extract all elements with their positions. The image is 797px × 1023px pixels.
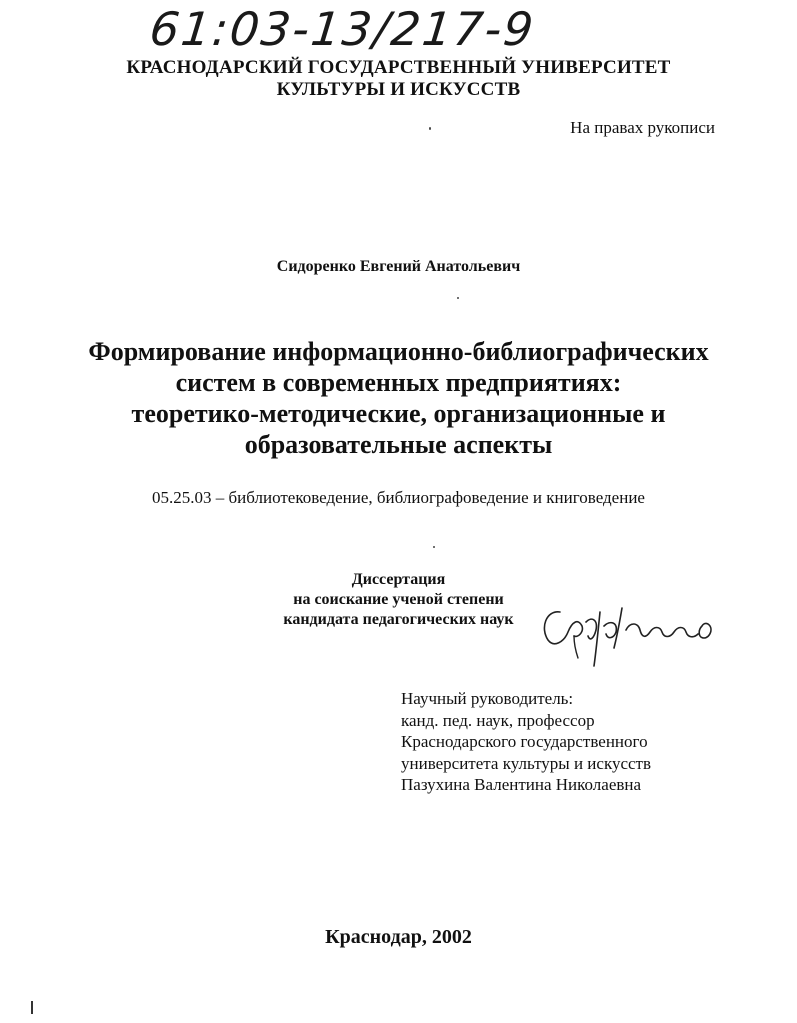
advisor-line-3: Краснодарского государственного [401, 732, 648, 751]
title-line-3: теоретико-методические, организационные и [131, 399, 666, 428]
advisor-line-1: Научный руководитель: [401, 689, 574, 708]
degree-line-2: на соискание ученой степени [293, 591, 504, 608]
advisor-block [401, 688, 651, 796]
specialty-code: 05.25.03 – библиотековедение, библиографоведение и книговедение [152, 488, 645, 507]
institution-line-1: КРАСНОДАРСКИЙ ГОСУДАРСТВЕННЫЙ УНИВЕРСИТЕТ [126, 57, 671, 78]
author-name: Сидоренко Евгений Анатольевич [276, 258, 521, 275]
advisor-line-5: Пазухина Валентина Николаевна [401, 775, 642, 794]
scan-speck [433, 546, 435, 548]
institution-line-2: КУЛЬТУРЫ И ИСКУССТВ [276, 79, 521, 100]
thesis-title [0, 336, 797, 460]
signature-stroke-2 [604, 608, 711, 648]
city-year: Краснодар, 2002 [325, 926, 472, 948]
signature-stroke-1 [544, 612, 600, 666]
signature-stroke-3 [574, 636, 578, 658]
advisor-line-4: университета культуры и искусств [401, 753, 652, 773]
title-line-2: систем в современных предприятиях: [175, 368, 622, 397]
title-line-1: Формирование информационно-библиографических [88, 337, 709, 366]
title-line-4: образовательные аспекты [244, 430, 553, 459]
degree-line-1: Диссертация [351, 571, 446, 588]
advisor-line-2: канд. пед. наук, профессор [401, 710, 595, 730]
scan-mark [31, 1001, 33, 1014]
scan-speck [429, 127, 431, 130]
handwritten-catalog-number: 61:03-13/217-9 [147, 2, 538, 56]
degree-line-3: кандидата педагогических наук [283, 611, 514, 628]
scan-speck [457, 297, 459, 299]
author-signature [538, 592, 738, 672]
institution-name [0, 57, 797, 101]
manuscript-note: На правах рукописи [570, 118, 715, 137]
